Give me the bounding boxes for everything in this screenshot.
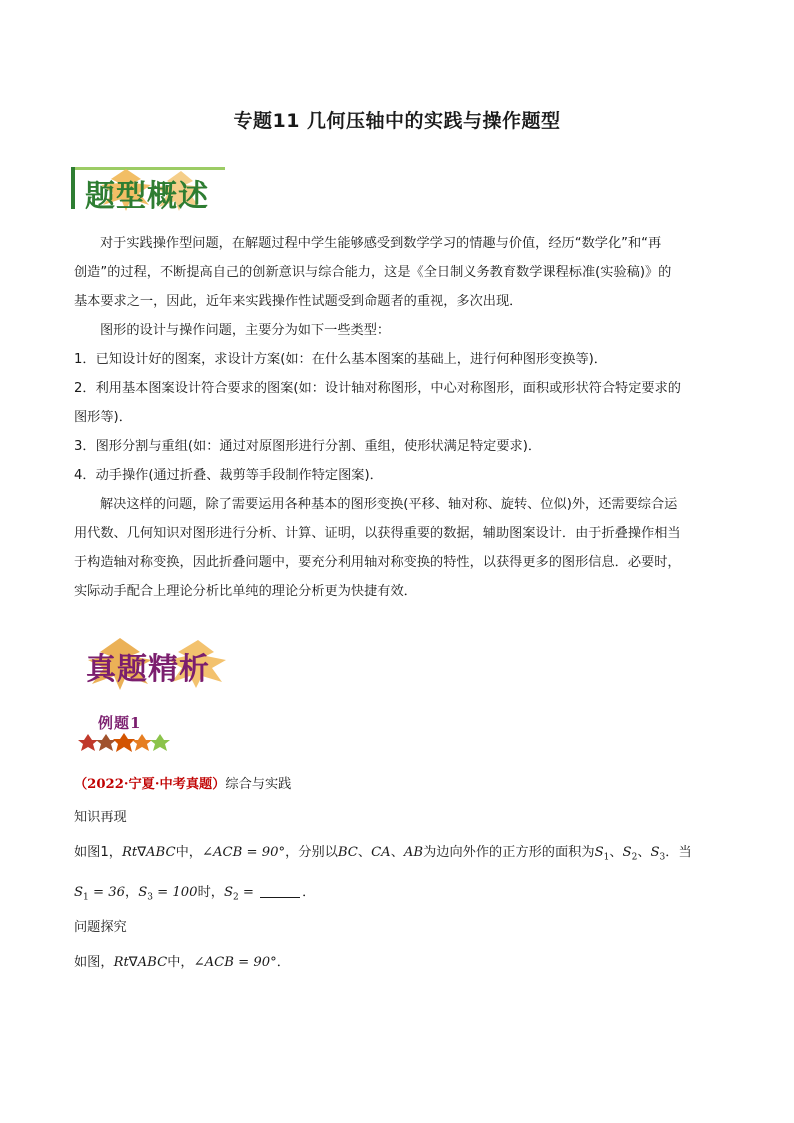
section-problem-exploration: 问题探究 [74,920,127,935]
banner-examples-text: 真题精析 [86,652,210,687]
example-label-text: 例题1 [98,714,142,732]
leaves-decoration-icon [78,732,173,754]
overview-item2-line2: 图形等)． [74,410,132,425]
overview-para3-line1: 解决这样的问题，除了需要运用各种基本的图形变换(平移、轴对称、旋转、位似)外，还需要综合运 [100,497,678,512]
overview-item3: 3．图形分割与重组(如：通过对原图形进行分割、重组，使形状满足特定要求)． [74,439,542,454]
example-label-badge [78,710,173,754]
question1-line2: $S_1 = 36$，$S_3 = 100$时，$S_2$ = ． [74,885,316,903]
question2-line1: 如图，Rt∇ABC中，∠ACB = 90°． [74,955,290,970]
banner-overview-text: 题型概述 [85,179,209,214]
section-knowledge-recall: 知识再现 [74,810,127,825]
overview-para2: 图形的设计与操作问题，主要分为如下一些类型： [100,323,391,338]
answer-blank [260,885,300,898]
example-source-line [74,773,291,792]
overview-item1: 1．已知设计好的图案，求设计方案(如：在什么基本图案的基础上，进行何种图形变换等)． [74,352,607,367]
overview-para1-line3: 基本要求之一，因此，近年来实践操作性试题受到命题者的重视，多次出现． [74,294,523,309]
triangle-symbol: ∇ [128,955,138,970]
overview-para3-line2: 用代数、几何知识对图形进行分析、计算、证明，以获得重要的数据，辅助图案设计．由于折叠操作相当 [74,526,681,541]
triangle-symbol: ∇ [137,845,147,860]
overview-item4: 4．动手操作(通过折叠、裁剪等手段制作特定图案)． [74,468,383,483]
example-topic: 综合与实践 [225,777,292,792]
overview-para3-line4: 实际动手配合上理论分析比单纯的理论分析更为快捷有效． [74,584,417,599]
overview-para3-line3: 于构造轴对称变换，因此折叠问题中，要充分利用轴对称变换的特性，以获得更多的图形信息．必要时， [74,555,681,570]
page-title: 专题11 几何压轴中的实践与操作题型 [233,110,561,132]
section-banner-overview [71,165,231,213]
overview-para1-line1: 对于实践操作型问题，在解题过程中学生能够感受到数学学习的情趣与价值，经历“数学化”和“再 [100,236,662,251]
overview-item2-line1: 2．利用基本图案设计符合要求的图案(如：设计轴对称图形，中心对称图形，面积或形状符合特定要求的 [74,381,681,396]
example-source: （2022·宁夏·中考真题） [74,777,226,792]
overview-para1-line2: 创造”的过程，不断提高自己的创新意识与综合能力，这是《全日制义务教育数学课程标准(实验稿)》的 [74,265,672,280]
question1-line1: 如图1，Rt∇ABC中，∠ACB = 90°，分别以BC、CA、AB为边向外作的正方形的面积为$S_1$、$S_2$、$S_3$．当 [74,845,692,863]
section-banner-examples [80,636,240,690]
